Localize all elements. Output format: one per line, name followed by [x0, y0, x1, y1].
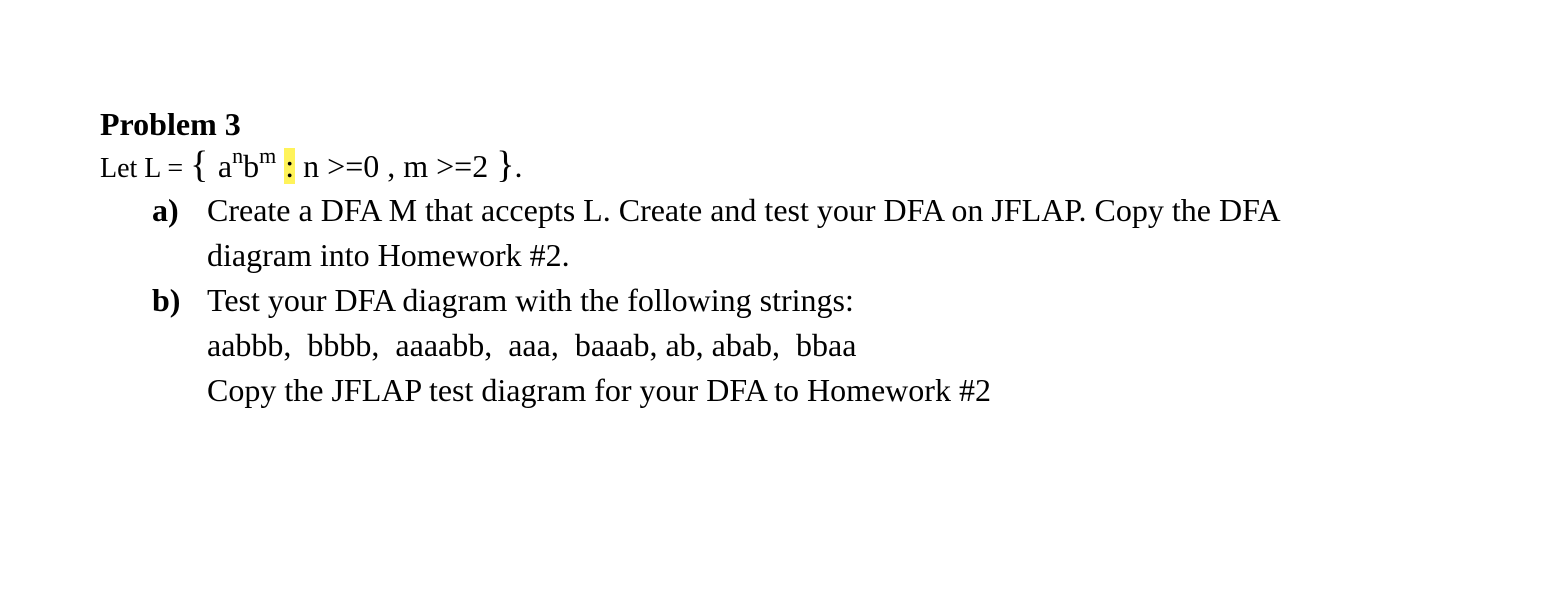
part-b-body	[207, 278, 1520, 413]
part-b	[152, 278, 1520, 413]
definition-prefix: Let L =	[100, 153, 191, 184]
symbol-b: b	[243, 148, 260, 184]
part-a-body	[207, 188, 1520, 278]
highlighted-colon: :	[285, 148, 295, 184]
exponent-n: n	[232, 143, 244, 169]
symbol-a: a	[217, 148, 233, 184]
problem-parts	[100, 188, 1520, 413]
definition-period: .	[514, 148, 523, 184]
part-b-line-3: Copy the JFLAP test diagram for your DFA to Homework #2	[207, 372, 991, 408]
part-a-line-2: diagram into Homework #2.	[207, 237, 570, 273]
language-definition	[100, 144, 1520, 188]
part-b-line-1: Test your DFA diagram with the following strings:	[207, 282, 854, 318]
part-b-label: b)	[152, 282, 181, 318]
part-a-line-1: Create a DFA M that accepts L. Create and test your DFA on JFLAP. Copy the DFA	[207, 192, 1281, 228]
part-a-label: a)	[152, 192, 179, 228]
definition-close-brace: }	[496, 144, 515, 186]
test-strings: aabbb, bbbb, aaaabb, aaa, baaab, ab, abab, bbaa	[207, 327, 857, 363]
problem-title: Problem 3	[100, 106, 241, 142]
definition-conditions: n >=0 , m >=2	[295, 148, 497, 184]
part-a	[152, 188, 1520, 278]
problem-document	[100, 104, 1520, 413]
definition-open-brace: {	[190, 144, 218, 186]
exponent-m: m	[259, 143, 277, 169]
